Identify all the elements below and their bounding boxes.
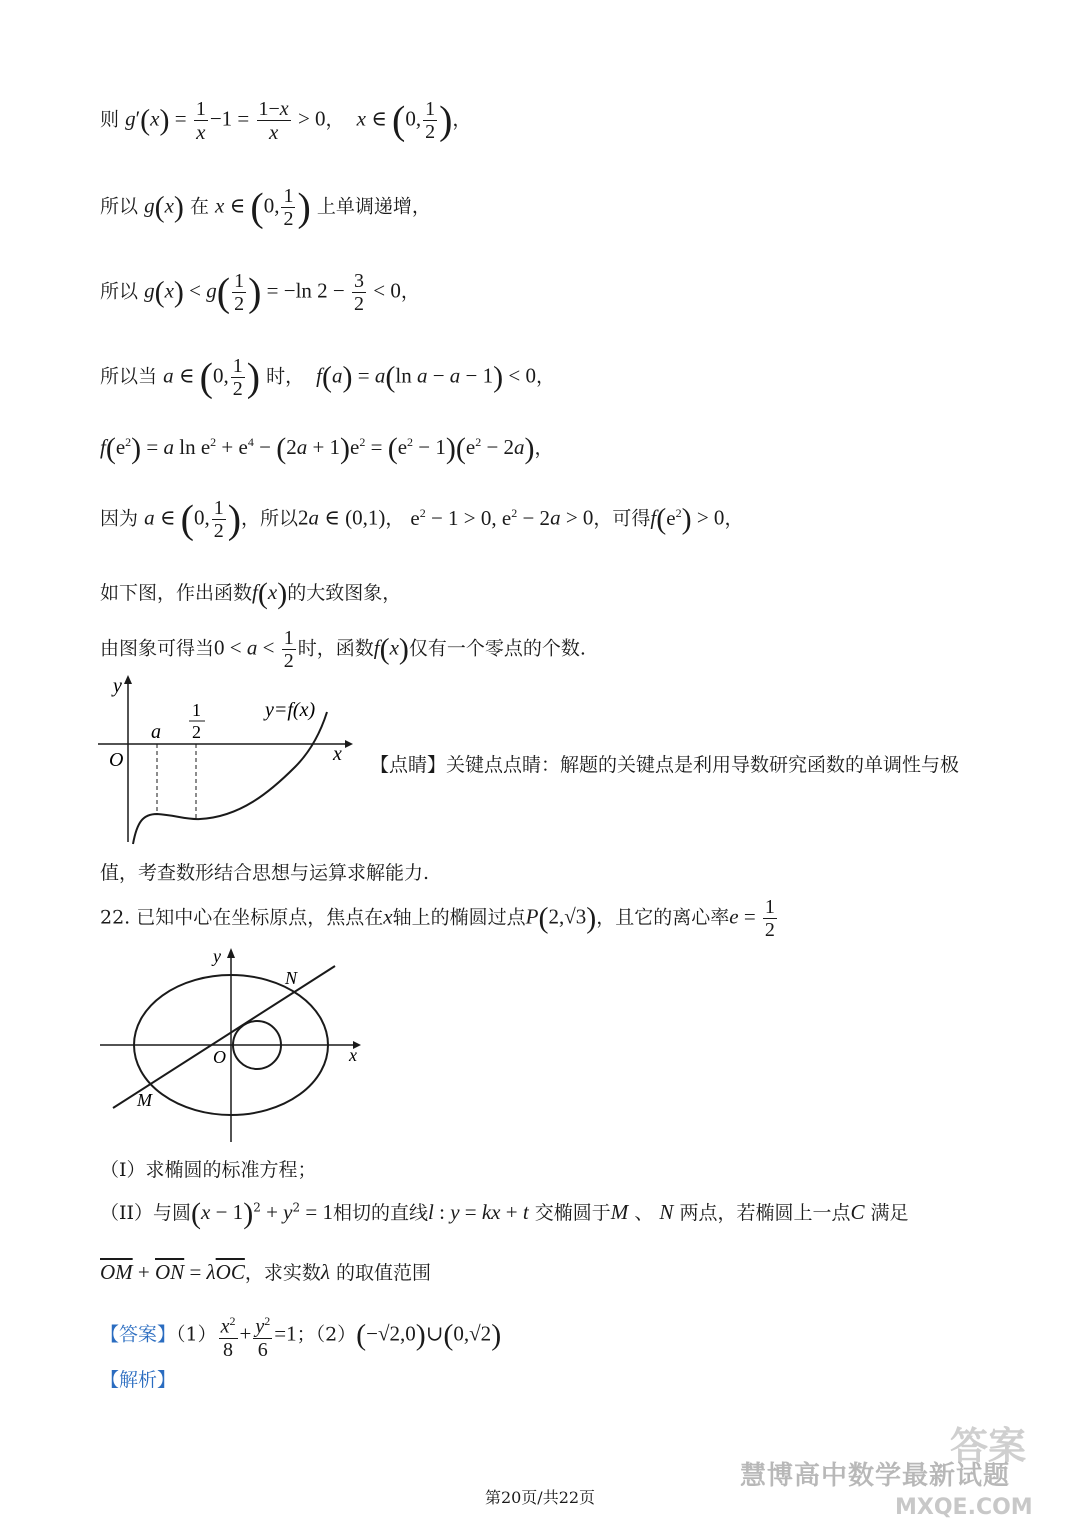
question-22: 22. 已知中心在坐标原点，焦点在x轴上的椭圆过点P(2,√3)，且它的离心率e = $\frac{1}{2}$ — [100, 896, 775, 941]
answer-tag: 【答案】 — [100, 1323, 177, 1346]
line-g-bound: 所以 g(x) < g( $\frac{1}{2}$ ) = −ln 2 − $\frac{3}{2}$ < 0， — [100, 269, 420, 315]
a-label: a — [151, 721, 161, 743]
dianjing-line: 【点睛】关键点点睛：解题的关键点是利用导数研究函数的单调性与极 — [370, 754, 960, 776]
page-number: 第20页/共22页 — [484, 1488, 596, 1507]
part-2: （II）与圆$(x - 1)^2 + y^2 = 1$相切的直线l : y = kx + t 交椭圆于M 、 N 两点，若椭圆上一点C 满足 — [100, 1197, 909, 1230]
line-monotonic: 所以 g(x) 在 x ∈ (0, $\frac{1}{2}$ ) 上单调递增， — [100, 184, 431, 230]
line-f-e2: $f(e^2) = a$ $\ln e^2 + e^4 - (2a + 1)e^2 = (e^2 - 1)(e^2 - 2a)$， — [100, 432, 554, 465]
dianjing-tag: 【点睛】 — [370, 754, 447, 776]
part-2-line2: $\overline{OM} + \overline{ON} = \lambda\overline{OC}$，求实数λ 的取值范围 — [100, 1260, 432, 1284]
watermark-site: MXQE.COM — [895, 1495, 1033, 1520]
part-1: （I）求椭圆的标准方程； — [100, 1159, 317, 1181]
function-curve — [133, 712, 327, 844]
x-axis-label-2: x — [349, 1045, 357, 1065]
y-axis-label: y — [113, 675, 122, 697]
jiexi-tag: 【解析】 — [100, 1369, 177, 1391]
curve-label: y=f(x) — [265, 699, 316, 721]
m-label: M — [137, 1090, 152, 1110]
answer-line: 【答案】（1） $\frac{x^2}{8}$ + $\frac{y^2}{6}$ =1；（2）(−√2,0)∪(0,√2) — [100, 1310, 501, 1361]
origin-label: O — [109, 749, 124, 771]
tangent-line — [113, 966, 335, 1108]
ellipse-graph — [95, 942, 375, 1147]
half-numerator: 1 — [192, 700, 201, 720]
function-graph — [95, 672, 360, 847]
y-axis-label-2: y — [213, 946, 221, 966]
dianjing-continued: 值，考查数形结合思想与运算求解能力. — [100, 862, 430, 884]
x-axis-label: x — [333, 743, 342, 765]
line-conclusion: 由图象可得当0 < a < $\frac{1}{2}$ 时，函数f(x)仅有一个零点的个数. — [100, 627, 586, 672]
origin-label-2: O — [213, 1047, 226, 1067]
line-graph-intro: 如下图，作出函数f(x)的大致图象， — [100, 577, 402, 610]
watermark-logo: 答案 — [950, 1424, 1027, 1468]
line-g-derivative: 则 g′(x) = $\frac{1}{x}$ −1 = $\frac{1-x}{x}$ > 0， x ∈ (0, $\frac{1}{2}$ )， — [100, 97, 472, 144]
n-label: N — [285, 968, 298, 988]
line-because: 因为 a ∈ (0, $\frac{1}{2}$ )，所以2a ∈ (0,1)， $e^2 - 1 > 0$, $e^2 - 2a > 0$，可得$f(e^2) > 0$， — [100, 496, 744, 542]
line-f-a: 所以当 a ∈ (0, $\frac{1}{2}$ ) 时， f(a) = a(ln a − a − 1) < 0， — [100, 354, 555, 400]
watermark-text: 慧博高中数学最新试题 — [740, 1461, 1011, 1491]
half-denominator: 2 — [192, 722, 201, 742]
